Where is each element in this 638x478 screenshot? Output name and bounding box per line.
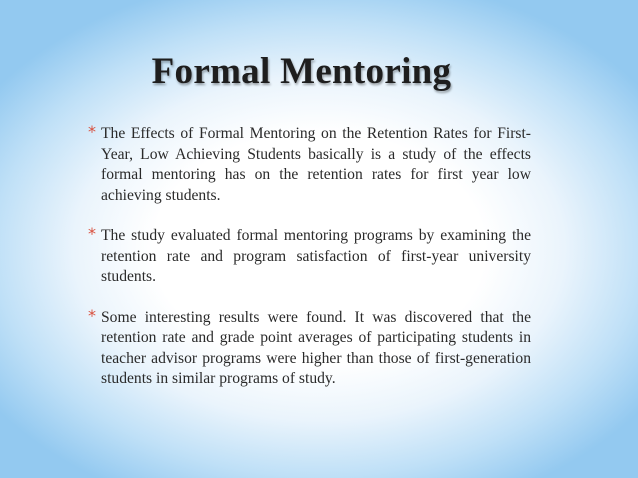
bullet-list xyxy=(88,124,531,390)
bullet-text: The Effects of Formal Mentoring on the Retention Rates for First-Year, Low Achieving Students basically is a study of the effects formal mentoring has on the retention rates for first year low achieving students. xyxy=(101,125,531,204)
bullet-star-icon: * xyxy=(88,224,96,243)
bullet-item-2 xyxy=(88,226,531,288)
bullet-item-1 xyxy=(88,124,531,206)
bullet-item-3 xyxy=(88,305,531,390)
bullet-star-icon: * xyxy=(88,122,96,141)
bullet-text: The study evaluated formal mentoring programs by examining the retention rate and program satisfaction of first-year university students. xyxy=(101,227,531,285)
bullet-text: Some interesting results were found. It was discovered that the retention rate and grade point averages of participating students in teacher advisor programs were higher than those of first-generation students in similar programs of study. xyxy=(101,308,531,387)
bullet-star-icon: * xyxy=(88,305,96,325)
slide-title: Formal Mentoring xyxy=(151,51,452,92)
